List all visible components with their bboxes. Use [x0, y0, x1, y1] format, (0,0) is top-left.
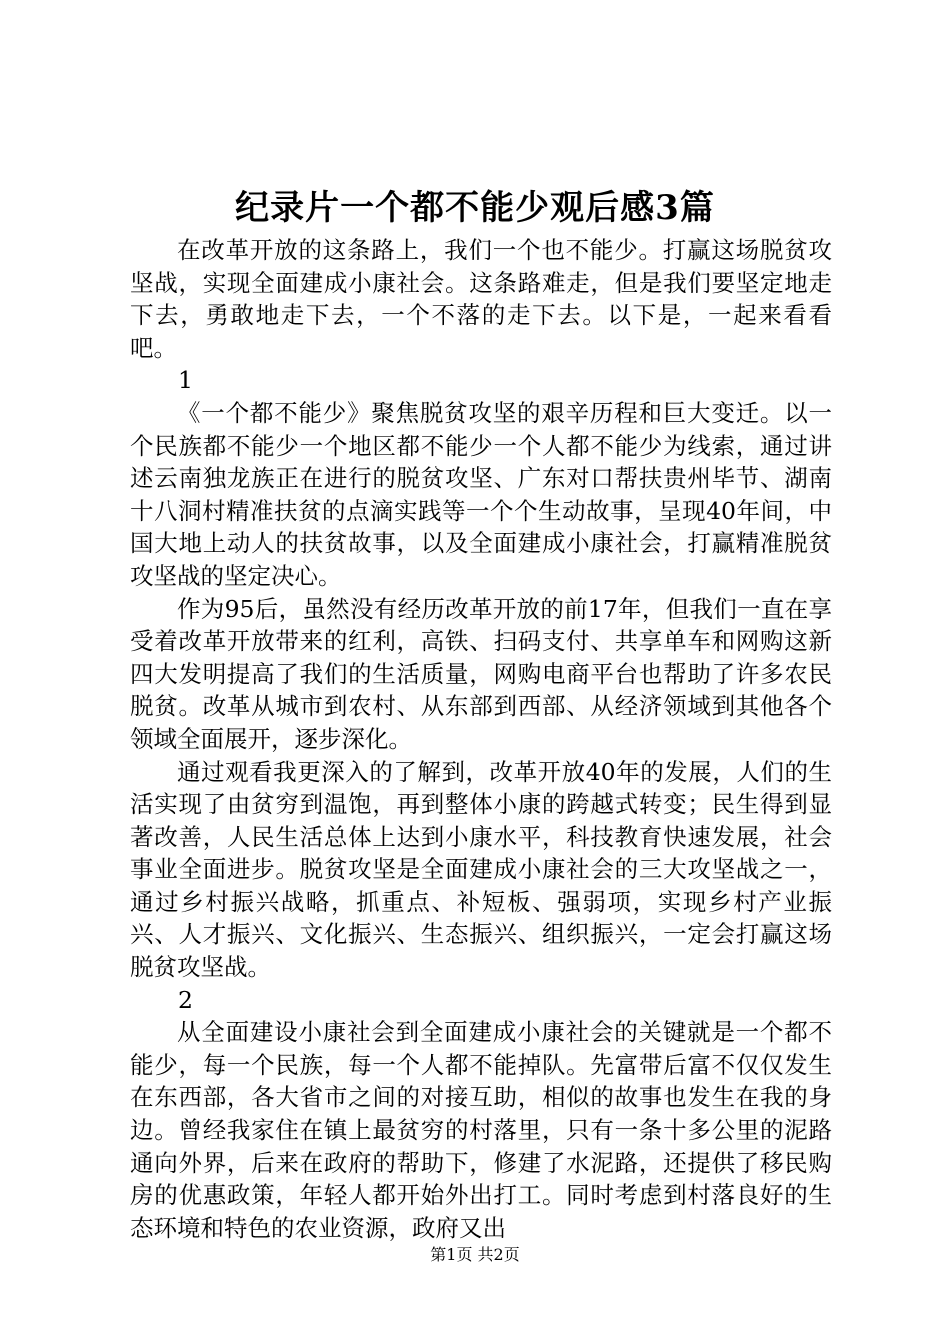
document-body [130, 234, 832, 1244]
page-footer: 第1页 共2页 [430, 1245, 520, 1264]
section-number-2: 2 [178, 985, 193, 1014]
document-title: 纪录片一个都不能少观后感3篇 [235, 188, 715, 228]
section1-paragraph-2: 作为95后，虽然没有经历改革开放的前17年，但我们一直在享受着改革开放带来的红利，高铁、扫码支付、共享单车和网购这新四大发明提高了我们的生活质量，网购电商平台也帮助了许多农民脱贫。改革从城市到农村、从东部到西部、从经济领域到其他各个领域全面展开，逐步深化。 [130, 594, 832, 753]
section-number-1: 1 [178, 366, 193, 395]
intro-paragraph: 在改革开放的这条路上，我们一个也不能少。打赢这场脱贫攻坚战，实现全面建成小康社会。这条路难走，但是我们要坚定地走下去，勇敢地走下去，一个不落的走下去。以下是，一起来看看吧。 [130, 236, 832, 362]
section2-paragraph-1: 从全面建设小康社会到全面建成小康社会的关键就是一个都不能少，每一个民族，每一个人都不能掉队。先富带后富不仅仅发生在东西部，各大省市之间的对接互助，相似的故事也发生在我的身边。曾经我家住在镇上最贫穷的村落里，只有一条十多公里的泥路通向外界，后来在政府的帮助下，修建了水泥路，还提供了移民购房的优惠政策，年轻人都开始外出打工。同时考虑到村落良好的生态环境和特色的农业资源，政府又出 [130, 1018, 832, 1242]
section1-paragraph-3: 通过观看我更深入的了解到，改革开放40年的发展，人们的生活实现了由贫穷到温饱，再到整体小康的跨越式转变；民生得到显著改善，人民生活总体上达到小康水平，科技教育快速发展，社会事业全面进步。脱贫攻坚是全面建成小康社会的三大攻坚战之一，通过乡村振兴战略，抓重点、补短板、强弱项，实现乡村产业振兴、人才振兴、文化振兴、生态振兴、组织振兴，一定会打赢这场脱贫攻坚战。 [130, 757, 832, 982]
section1-paragraph-1: 《一个都不能少》聚焦脱贫攻坚的艰辛历程和巨大变迁。以一个民族都不能少一个地区都不能少一个人都不能少为线索，通过讲述云南独龙族正在进行的脱贫攻坚、广东对口帮扶贵州毕节、湖南十八洞村精准扶贫的点滴实践等一个个生动故事，呈现40年间，中国大地上动人的扶贫故事，以及全面建成小康社会，打赢精准脱贫攻坚战的坚定决心。 [130, 398, 832, 590]
